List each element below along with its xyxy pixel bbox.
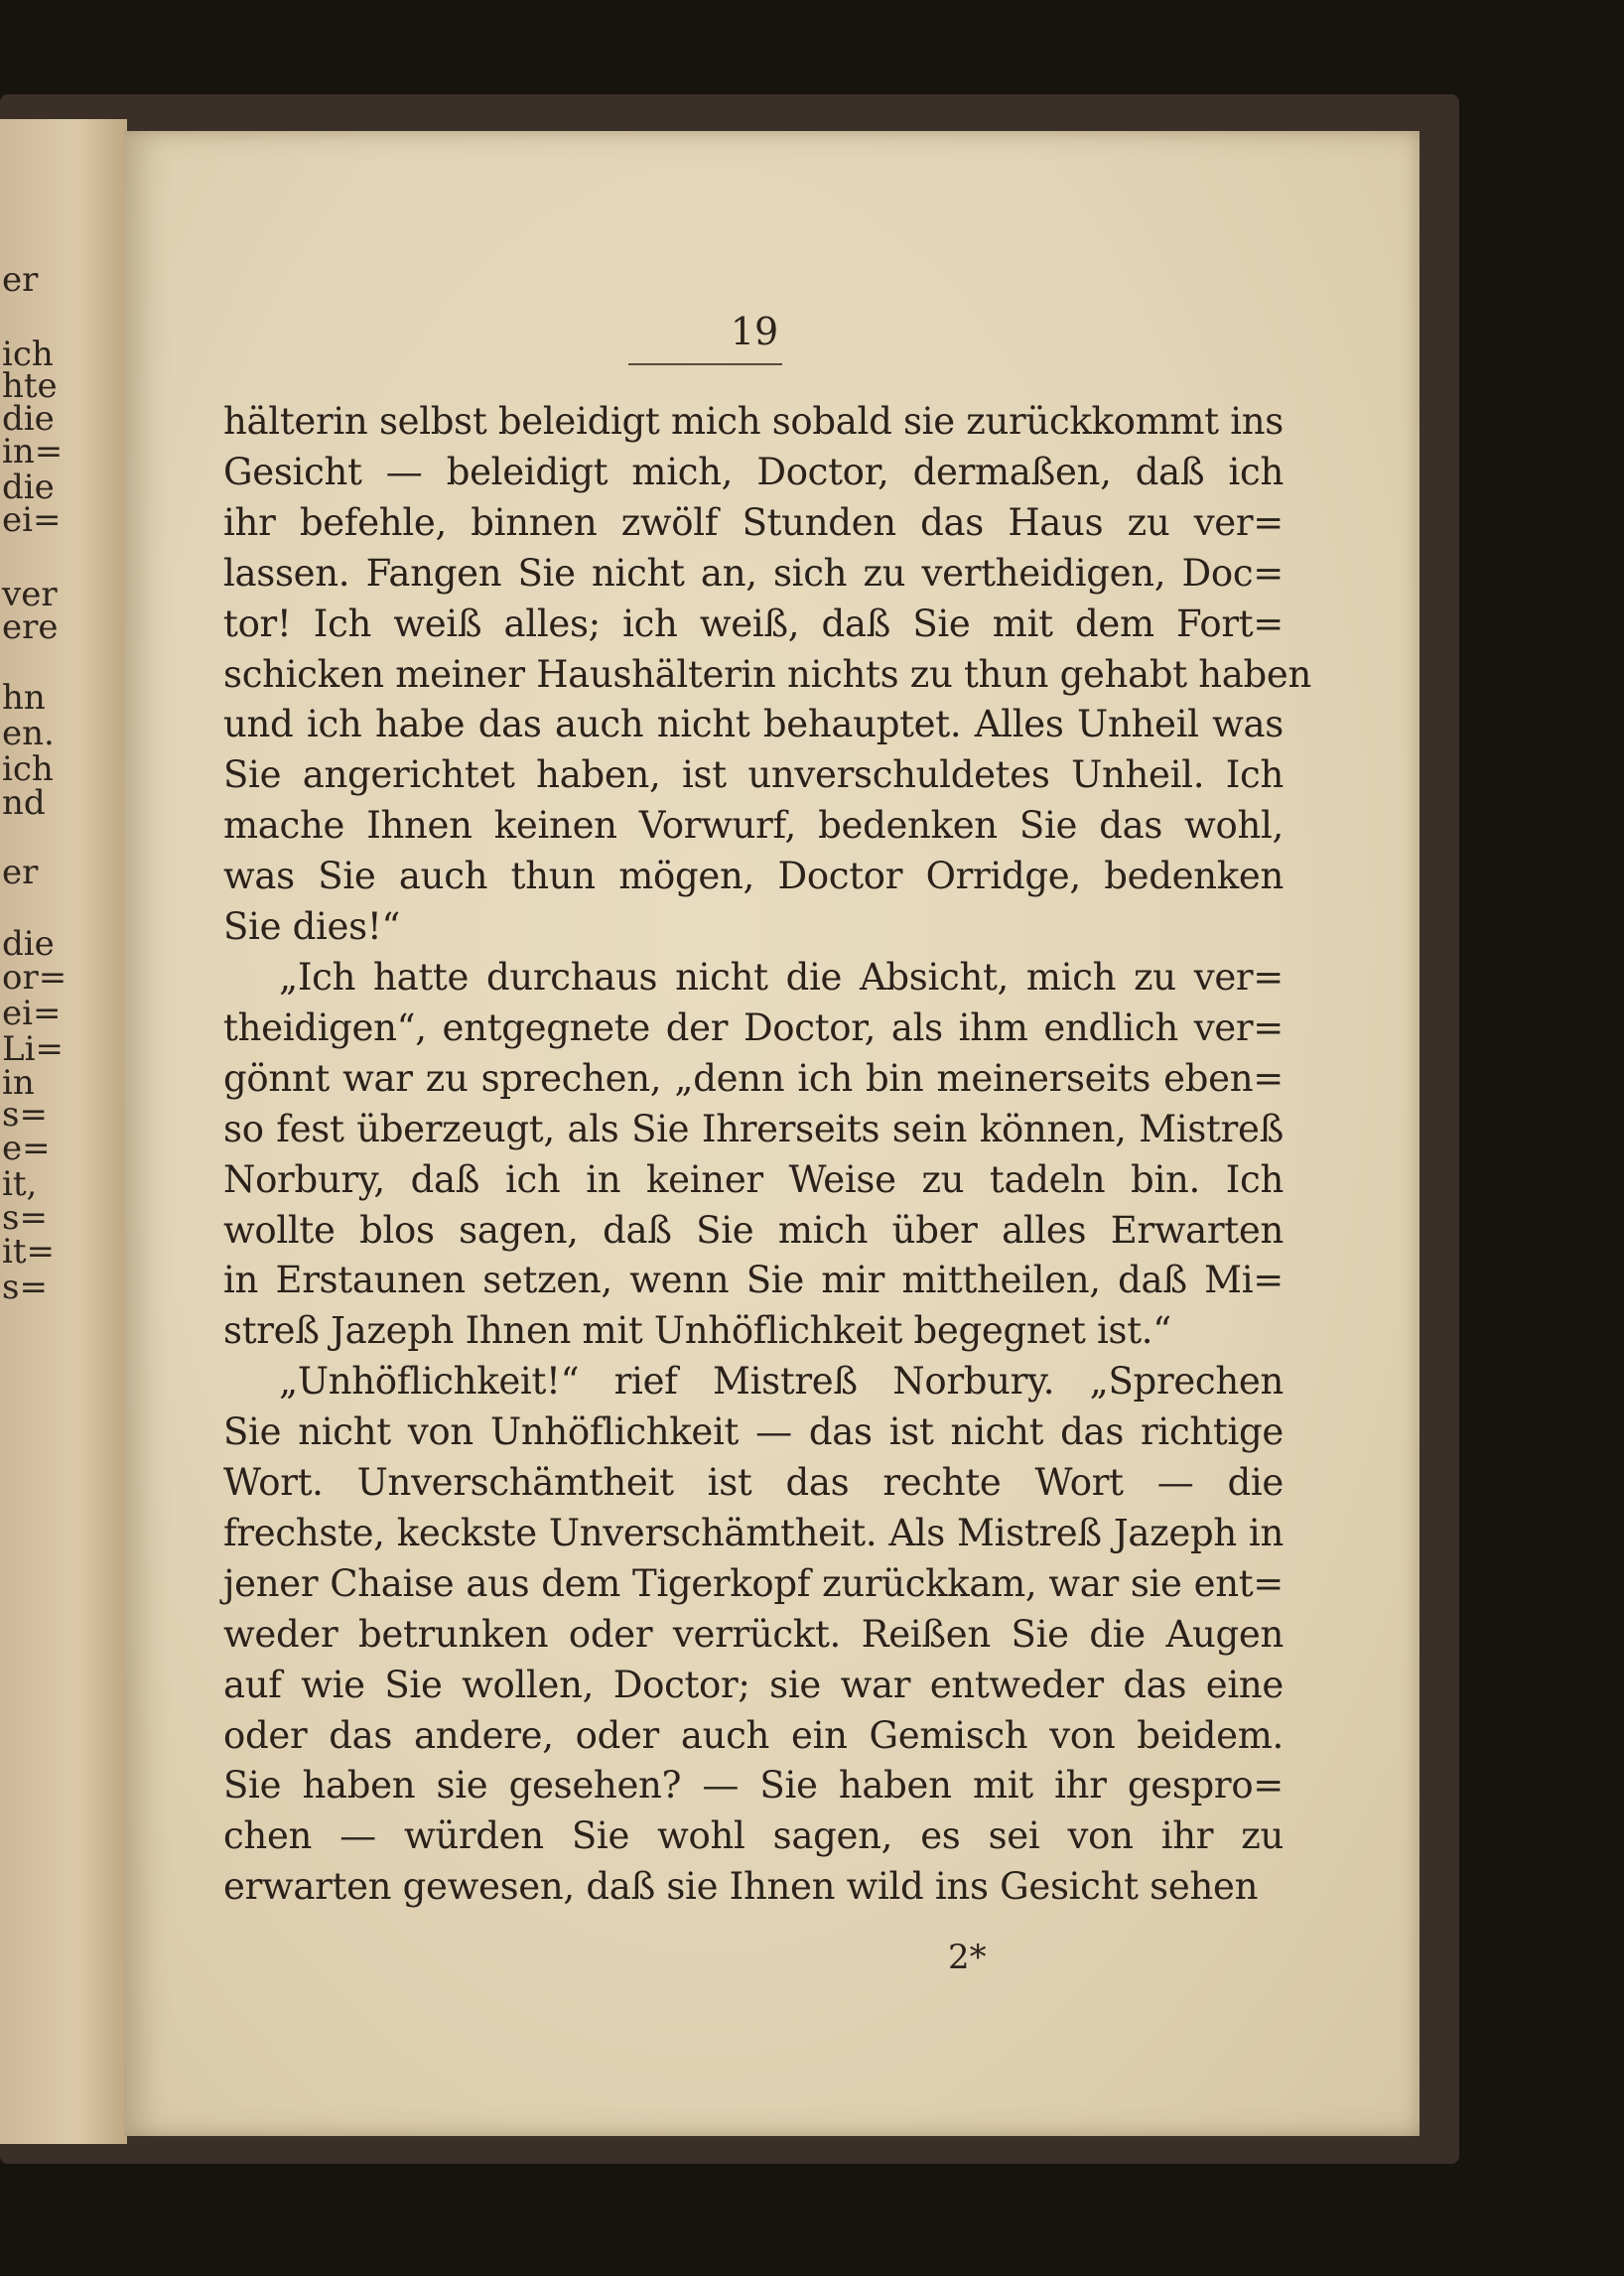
text-line: theidigen“, entgegnete der Doctor, als ihm endlich ver=: [223, 1005, 1284, 1049]
text-line: ihr befehle, binnen zwölf Stunden das Haus zu ver=: [223, 500, 1284, 544]
left-page-fragment: hn: [2, 678, 46, 718]
text-line: Sie dies!“: [223, 905, 401, 949]
text-line: so fest überzeugt, als Sie Ihrerseits sein können, Mistreß: [223, 1107, 1284, 1150]
text-line: weder betrunken oder verrückt. Reißen Sie die Augen: [223, 1612, 1284, 1656]
left-page-fragment: die: [2, 399, 55, 439]
left-page-fragment: e=: [2, 1129, 51, 1168]
text-line: chen — würden Sie wohl sagen, es sei von ihr zu: [223, 1814, 1284, 1858]
left-page-fragment: in: [2, 1063, 35, 1103]
page-number: 19: [730, 310, 779, 353]
left-page-fragment: s=: [2, 1198, 48, 1238]
text-line: Wort. Unverschämtheit ist das rechte Wort — die: [223, 1461, 1284, 1505]
left-page-fragment: it=: [2, 1232, 56, 1272]
left-page-fragment: er: [2, 260, 39, 300]
text-line: erwarten gewesen, daß sie Ihnen wild ins Gesicht sehen: [223, 1865, 1259, 1909]
left-page-fragment: er: [2, 853, 39, 892]
left-page-fragment: ich: [2, 749, 54, 789]
left-page-fragment: or=: [2, 958, 68, 998]
text-line: tor! Ich weiß alles; ich weiß, daß Sie mit dem Fort=: [223, 602, 1284, 645]
text-line: oder das andere, oder auch ein Gemisch von beidem.: [223, 1713, 1284, 1757]
text-line: „Ich hatte durchaus nicht die Absicht, mich zu ver=: [279, 955, 1284, 999]
text-line: Sie haben sie gesehen? — Sie haben mit ihr gespro=: [223, 1764, 1284, 1807]
left-page-fragment: ver: [2, 575, 58, 614]
text-line: frechste, keckste Unverschämtheit. Als Mistreß Jazeph in: [223, 1511, 1284, 1554]
text-line: gönnt war zu sprechen, „denn ich bin meinerseits eben=: [223, 1056, 1284, 1100]
text-line: auf wie Sie wollen, Doctor; sie war entweder das eine: [223, 1663, 1284, 1706]
left-page-fragment: in=: [2, 432, 64, 471]
left-page-fragment: nd: [2, 783, 46, 823]
text-line: schicken meiner Haushälterin nichts zu thun gehabt haben: [223, 652, 1312, 696]
right-page: [124, 131, 1420, 2136]
left-page-fragment: en.: [2, 714, 55, 753]
text-line: in Erstaunen setzen, wenn Sie mir mittheilen, daß Mi=: [223, 1259, 1284, 1302]
header-rule: [628, 363, 782, 365]
text-line: wollte blos sagen, daß Sie mich über alles Erwarten: [223, 1208, 1284, 1252]
text-line: und ich habe das auch nicht behauptet. Alles Unheil was: [223, 703, 1284, 746]
text-line: Norbury, daß ich in keiner Weise zu tadeln bin. Ich: [223, 1157, 1284, 1201]
left-page-fragment: s=: [2, 1268, 48, 1307]
left-page-edge: [0, 119, 127, 2144]
left-page-fragment: die: [2, 468, 55, 507]
text-line: streß Jazeph Ihnen mit Unhöflichkeit begegnet ist.“: [223, 1309, 1171, 1353]
text-line: Gesicht — beleidigt mich, Doctor, dermaßen, daß ich: [223, 450, 1284, 493]
left-page-fragment: it,: [2, 1164, 38, 1204]
text-line: mache Ihnen keinen Vorwurf, bedenken Sie das wohl,: [223, 804, 1284, 848]
text-line: „Unhöflichkeit!“ rief Mistreß Norbury. „Sprechen: [279, 1360, 1284, 1404]
left-page-fragment: ei=: [2, 500, 62, 540]
left-page-fragment: ere: [2, 607, 59, 647]
left-page-fragment: die: [2, 924, 55, 964]
text-line: jener Chaise aus dem Tigerkopf zurückkam, war sie ent=: [223, 1561, 1284, 1605]
text-line: lassen. Fangen Sie nicht an, sich zu vertheidigen, Doc=: [223, 551, 1284, 595]
page-body-text: [223, 397, 1312, 1913]
left-page-fragment: ich: [2, 335, 54, 374]
text-line: hälterin selbst beleidigt mich sobald sie zurückkommt ins: [223, 400, 1284, 443]
text-line: Sie angerichtet haben, ist unverschuldetes Unheil. Ich: [223, 753, 1284, 797]
text-line: was Sie auch thun mögen, Doctor Orridge, bedenken: [223, 855, 1284, 898]
signature-mark: 2*: [948, 1938, 987, 1977]
text-line: Sie nicht von Unhöflichkeit — das ist nicht das richtige: [223, 1410, 1284, 1454]
left-page-fragment: Li=: [2, 1029, 64, 1069]
left-page-fragment: s=: [2, 1095, 48, 1135]
left-page-fragment: hte: [2, 366, 58, 406]
left-page-fragment: ei=: [2, 994, 62, 1033]
